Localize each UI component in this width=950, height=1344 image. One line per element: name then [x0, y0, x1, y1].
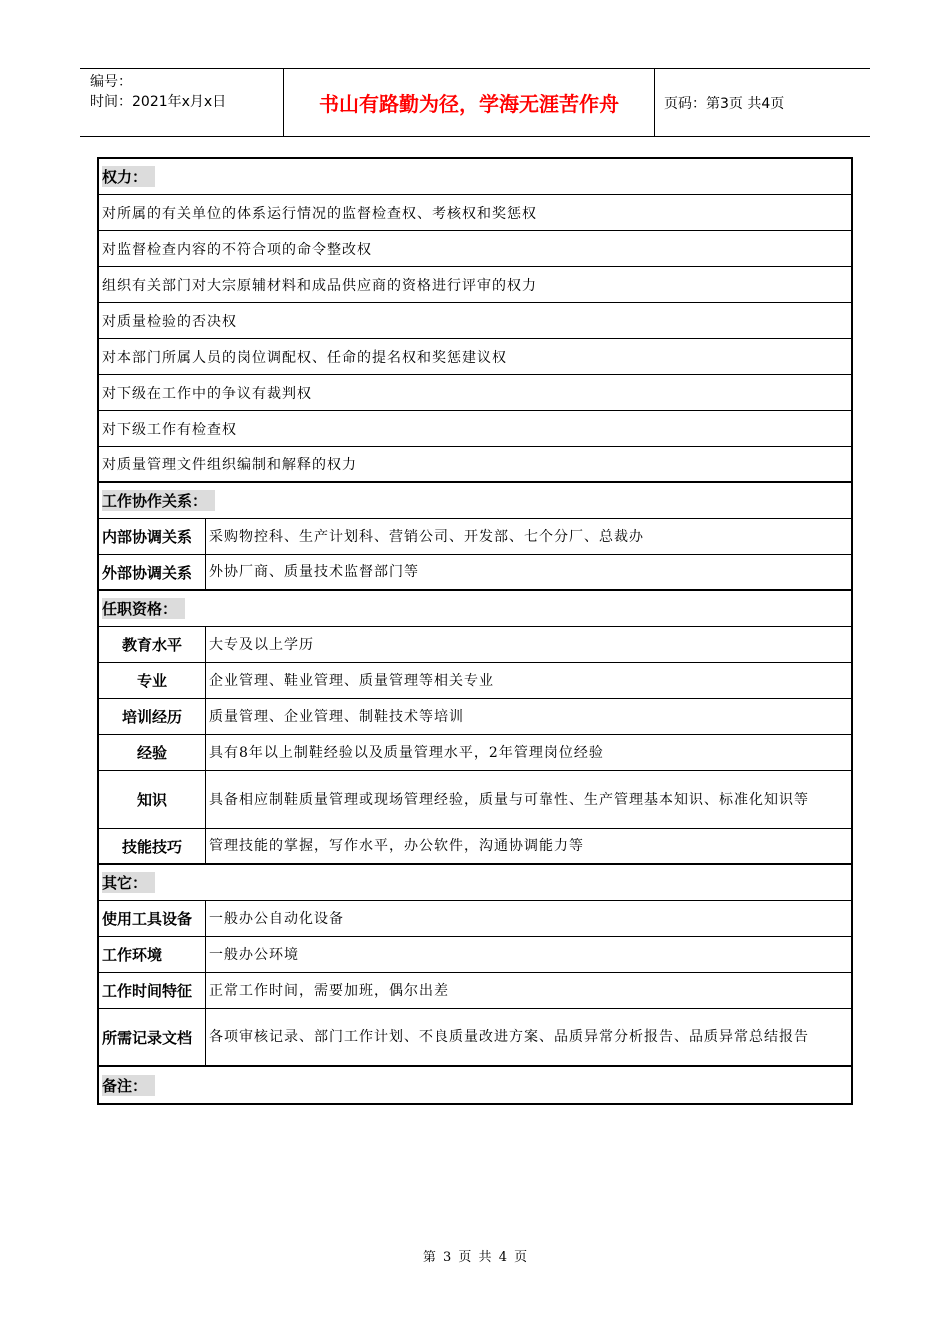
training-label: 培训经历 [99, 699, 206, 734]
header-page-label: 页码：第3页 共4页 [664, 95, 785, 112]
skills-label: 技能技巧 [99, 829, 206, 863]
education-row [99, 627, 851, 663]
training-row [99, 699, 851, 735]
skills-value: 管理技能的掌握，写作水平，办公软件，沟通协调能力等 [209, 838, 584, 854]
other-section-title: 其它： [99, 865, 851, 901]
power-item: 对所属的有关单位的体系运行情况的监督检查权、考核权和奖惩权 [99, 195, 851, 231]
header-motto: 书山有路勤为径，学海无涯苦作舟 [283, 69, 655, 136]
major-value: 企业管理、鞋业管理、质量管理等相关专业 [209, 672, 494, 689]
experience-label: 经验 [99, 735, 206, 770]
records-row [99, 1009, 851, 1067]
worktime-row [99, 973, 851, 1009]
worktime-label: 工作时间特征 [99, 973, 206, 1008]
major-row [99, 663, 851, 699]
external-relation-value: 外协厂商、质量技术监督部门等 [209, 564, 419, 580]
time-label: 时间：2021年x月x日 [90, 94, 227, 110]
power-item: 组织有关部门对大宗原辅材料和成品供应商的资格进行评审的权力 [99, 267, 851, 303]
number-label: 编号： [90, 74, 132, 90]
power-item: 对下级在工作中的争议有裁判权 [99, 375, 851, 411]
page-footer: 第 3 页 共 4 页 [422, 1250, 528, 1265]
skills-row [99, 829, 851, 865]
environment-value: 一般办公环境 [209, 946, 299, 963]
power-item: 对质量管理文件组织编制和解释的权力 [99, 447, 851, 483]
power-item: 对本部门所属人员的岗位调配权、任命的提名权和奖惩建议权 [99, 339, 851, 375]
major-label: 专业 [99, 663, 206, 698]
tools-value: 一般办公自动化设备 [209, 910, 344, 927]
job-description-table [97, 157, 853, 1105]
header-meta [80, 69, 283, 136]
training-value: 质量管理、企业管理、制鞋技术等培训 [209, 708, 464, 725]
records-value: 各项审核记录、部门工作计划、不良质量改进方案、品质异常分析报告、品质异常总结报告 [209, 1029, 809, 1045]
tools-row [99, 901, 851, 937]
external-relation-row [99, 555, 851, 591]
tools-label: 使用工具设备 [99, 901, 206, 936]
experience-value: 具有8年以上制鞋经验以及质量管理水平，2年管理岗位经验 [209, 744, 604, 761]
document-header [80, 68, 870, 137]
environment-label: 工作环境 [99, 937, 206, 972]
education-value: 大专及以上学历 [209, 636, 314, 653]
worktime-value: 正常工作时间，需要加班，偶尔出差 [209, 982, 449, 999]
power-item: 对监督检查内容的不符合项的命令整改权 [99, 231, 851, 267]
cooperation-section-title: 工作协作关系： [99, 483, 851, 519]
internal-relation-value: 采购物控科、生产计划科、营销公司、开发部、七个分厂、总裁办 [209, 528, 644, 545]
qualification-section-title: 任职资格： [99, 591, 851, 627]
records-label: 所需记录文档 [99, 1009, 206, 1065]
internal-relation-label: 内部协调关系 [99, 519, 206, 554]
power-item: 对质量检验的否决权 [99, 303, 851, 339]
remarks-section-title: 备注： [99, 1067, 851, 1103]
experience-row [99, 735, 851, 771]
environment-row [99, 937, 851, 973]
knowledge-row [99, 771, 851, 829]
external-relation-label: 外部协调关系 [99, 555, 206, 589]
education-label: 教育水平 [99, 627, 206, 662]
power-item: 对下级工作有检查权 [99, 411, 851, 447]
knowledge-value: 具备相应制鞋质量管理或现场管理经验，质量与可靠性、生产管理基本知识、标准化知识等 [209, 791, 809, 808]
power-section-title: 权力： [99, 159, 851, 195]
knowledge-label: 知识 [99, 771, 206, 828]
internal-relation-row [99, 519, 851, 555]
